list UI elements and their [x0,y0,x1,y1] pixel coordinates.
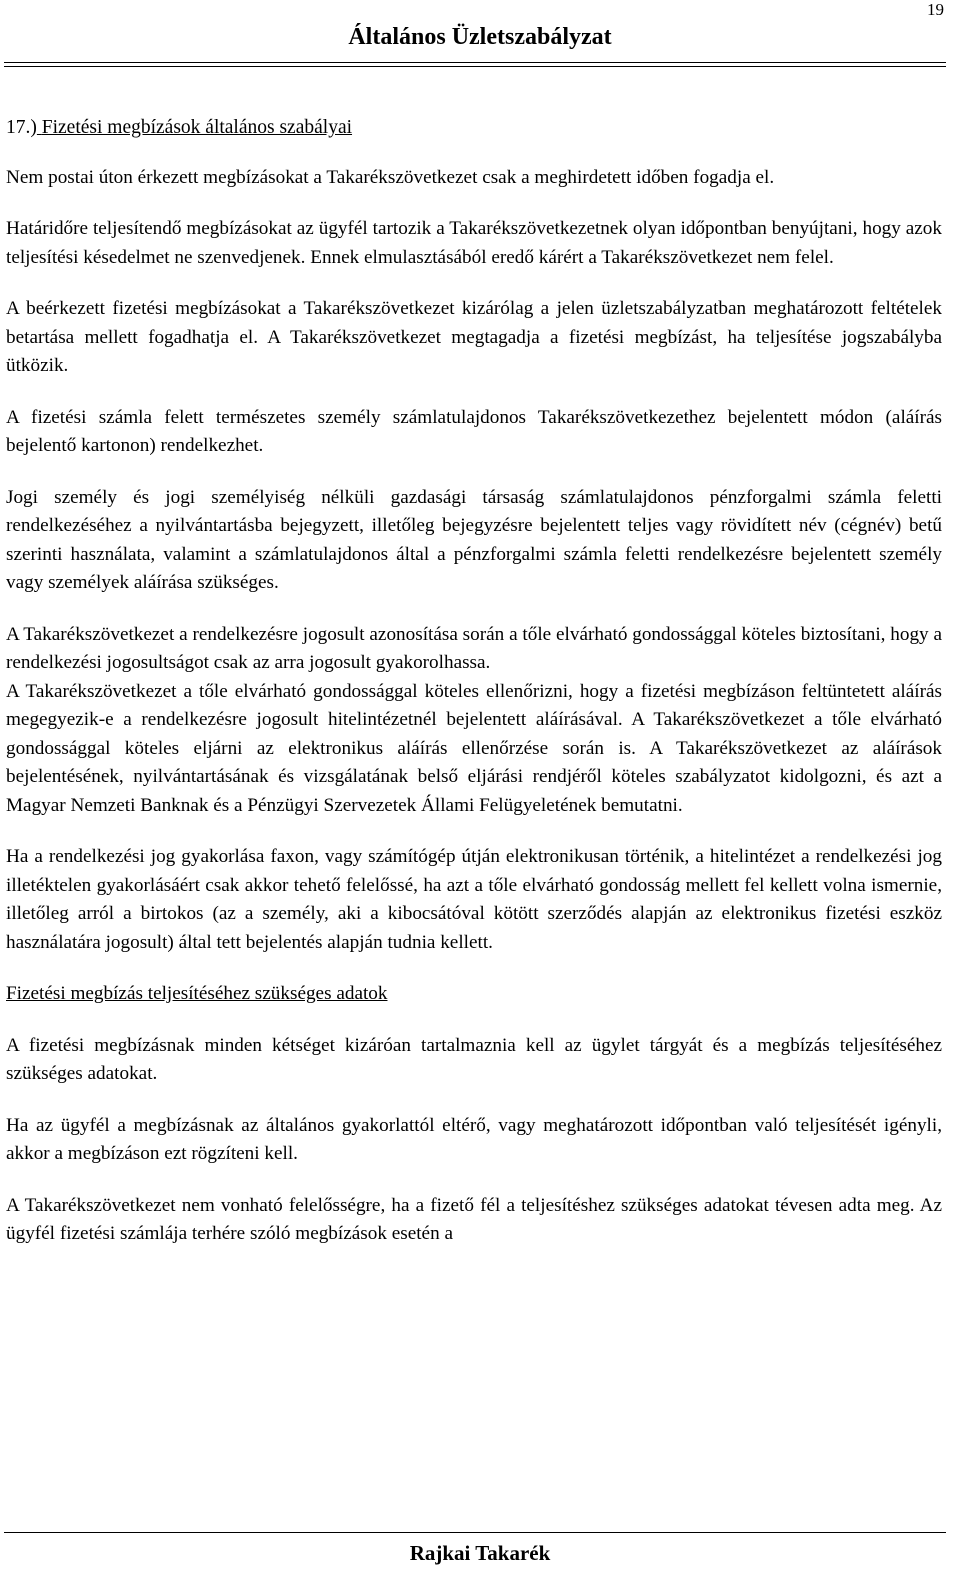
paragraph: Jogi személy és jogi személyiség nélküli gazdasági társaság számlatulajdonos pénzforgalmi számla feletti rendelkezéséhez a nyilvántartásba bejegyzett, illetőleg bejegyzésre bejelentett teljes vagy rövidített név (cégnév) betű szerinti használata, valamint a számlatulajdonos által a pénzforgalmi számla feletti rendelkezésre bejelentett személy vagy személyek aláírása szükséges. [6,486,942,593]
header-divider [4,62,946,63]
paragraph: A Takarékszövetkezet nem vonható felelősségre, ha a fizető fél a teljesítéshez szükséges adatokat tévesen adta meg. Az ügyfél fizetési számlája terhére szóló megbízások esetén a [6,1194,942,1244]
paragraph: Ha az ügyfél a megbízásnak az általános gyakorlattól eltérő, vagy meghatározott időpontban való teljesítését igényli, akkor a megbízáson ezt rögzíteni kell. [6,1114,942,1164]
paragraph: Határidőre teljesítendő megbízásokat az ügyfél tartozik a Takarékszövetkezetnek olyan időpontban benyújtani, hogy azok teljesítési késedelmet ne szenvedjenek. Ennek elmulasztásából eredő kárért a Takarékszövetkezet nem felel. [6,218,942,268]
section-title: Fizetési megbízások általános szabályai [41,117,353,138]
paragraph: A Takarékszövetkezet a tőle elvárható gondossággal köteles ellenőrizni, hogy a fizetési megbízáson feltüntetett aláírás megegyezik-e a rendelkezésre jogosult hitelintézetnél bejelentett aláírásával. A Takarékszövetkezet a tőle elvárható gondossággal köteles eljárni az elektronikus aláírás ellenőrzése során is. A Takarékszövetkezet az aláírások bejelentésének, nyilvántartásának és vizsgálatának belső eljárási rendjéről köteles szabályzatot kidolgozni, és azt a Magyar Nemzeti Banknak és a Pénzügyi Szervezetek Állami Felügyeletének bemutatni. [6,680,942,816]
footer-title: Rajkai Takarék [409,1541,551,1565]
document-body [6,114,942,1272]
paragraph: Ha a rendelkezési jog gyakorlása faxon, vagy számítógép útján elektronikusan történik, a hitelintézet a rendelkezési jog illetéktelen gyakorlásáért csak akkor tehető felelőssé, ha azt a tőle elvárható gondosság mellett fel kellett volna ismernie, illetőleg arról a birtokos (az a személy, aki a kibocsátóval kötött szerződés alapján az elektronikus fizetési eszköz használatára jogosult) által tett bejelentés alapján tudnia kellett. [6,846,942,953]
header-divider-double [4,66,946,67]
section-heading [6,114,942,143]
paragraph: A Takarékszövetkezet a rendelkezésre jogosult azonosítása során a tőle elvárható gondossággal köteles biztosítani, hogy a rendelkezési jogosultságot csak az arra jogosult gyakorolhassa. [6,623,942,673]
section-number: 17.) [6,117,37,138]
paragraph: A beérkezett fizetési megbízásokat a Takarékszövetkezet kizárólag a jelen üzletszabályzatban meghatározott feltételek betartása mellett fogadhatja el. A Takarékszövetkezet megtagadja a fizetési megbízást, ha teljesítése jogszabályba ütközik. [6,298,942,376]
footer-divider [4,1532,946,1533]
paragraph: Nem postai úton érkezett megbízásokat a Takarékszövetkezet csak a meghirdetett időben fogadja el. [6,166,775,188]
paragraph: A fizetési számla felett természetes személy számlatulajdonos Takarékszövetkezethez bejelentett módon (aláírás bejelentő kartonon) rendelkezhet. [6,406,942,456]
document-title: Általános Üzletszabályzat [348,24,612,50]
paragraph: A fizetési megbízásnak minden kétséget kizáróan tartalmaznia kell az ügylet tárgyát és a megbízás teljesítéséhez szükséges adatokat. [6,1034,942,1084]
subheading: Fizetési megbízás teljesítéséhez szükséges adatok [6,983,388,1004]
page-number: 19 [927,0,944,19]
